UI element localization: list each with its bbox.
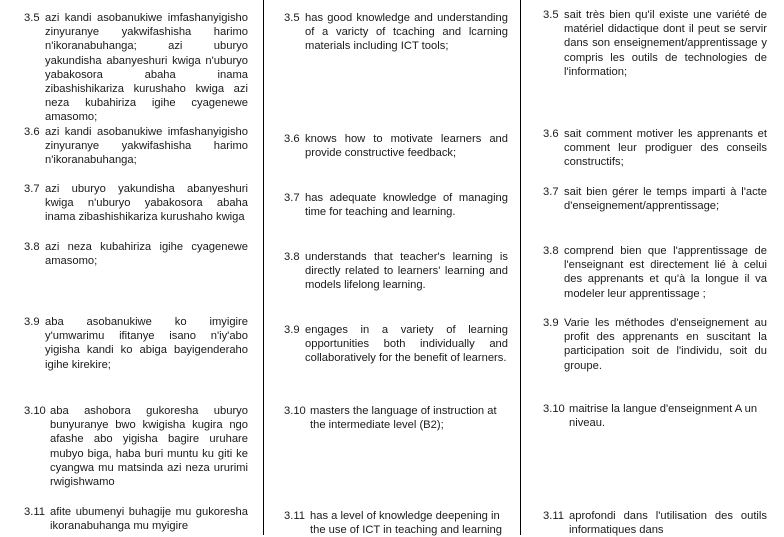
list-item (284, 323, 508, 366)
list-item (543, 509, 767, 537)
item-number: 3.11 (284, 510, 305, 522)
item-number: 3.6 (543, 128, 559, 140)
list-item (543, 8, 767, 79)
item-text: maitrise la langue d'enseignment A un niveau. (569, 403, 758, 430)
item-number: 3.6 (284, 133, 300, 145)
list-item (284, 509, 508, 537)
list-item (24, 240, 248, 268)
item-number: 3.9 (543, 317, 559, 329)
column-divider-1 (263, 0, 264, 535)
item-text: has adequate knowledge of managing time for teaching and learning. (305, 192, 508, 219)
list-item (543, 316, 767, 373)
item-number: 3.7 (543, 186, 559, 198)
list-item (543, 402, 767, 430)
item-text: azi kandi asobanukiwe imfashanyigisho zinyuranye yakwifashisha harimo n'ikoranabuhanga; (45, 126, 248, 167)
list-item (284, 191, 508, 219)
item-text: knows how to motivate learners and provide constructive feedback; (305, 133, 508, 160)
list-item (284, 404, 508, 432)
item-text: masters the language of instruction at the intermediate level (B2); (310, 405, 497, 432)
item-number: 3.10 (543, 403, 565, 415)
list-item (24, 182, 248, 225)
list-item (24, 315, 248, 372)
list-item (24, 11, 248, 125)
item-text: has a level of knowledge deepening in the use of ICT in teaching and learning (310, 510, 502, 537)
item-text: sait comment motiver les apprenants et comment leur prodiguer des conseils constructifs; (564, 128, 767, 169)
list-item (543, 244, 767, 301)
item-text: sait bien gérer le temps imparti à l'acte d'enseignement/apprentissage; (564, 186, 767, 213)
item-number: 3.10 (284, 405, 306, 417)
item-number: 3.5 (24, 12, 40, 24)
list-item (543, 185, 767, 213)
item-number: 3.7 (24, 183, 40, 195)
item-number: 3.5 (284, 12, 300, 24)
item-number: 3.8 (543, 245, 559, 257)
item-number: 3.10 (24, 405, 46, 417)
item-number: 3.5 (543, 9, 559, 21)
item-text: sait très bien qu'il existe une variété de matériel didactique dont il peut se servir dans son enseignement/apprentissage y compris les outils de technologies de l'information; (564, 9, 767, 78)
item-number: 3.7 (284, 192, 300, 204)
item-text: has good knowledge and understanding of a varicty of tcaching and lcarning materials including ICT tools; (305, 12, 508, 53)
item-text: aba asobanukiwe ko imyigire y'umwarimu ifitanye isano n'iy'abo yigisha kandi ko abiga bayigenderaho igihe kirekire; (45, 316, 248, 371)
item-number: 3.11 (24, 506, 45, 518)
list-item (284, 11, 508, 54)
item-text: aba ashobora gukoresha uburyo bunyuranye bwo kwigisha kugira ngo afashe abo yigisha bagire uruhare mubyo biga, haba buri muntu ku giti ke cyangwa mu matsinda azi neza ururimi rwigishwamo (50, 405, 248, 489)
item-text: Varie les méthodes d'enseignement au profit des apprenants en suscitant la participation soit de l'individu, soit du groupe. (564, 317, 767, 372)
column-divider-2 (520, 0, 521, 535)
item-number: 3.8 (24, 241, 40, 253)
item-text: afite ubumenyi buhagije mu gukoresha ikoranabuhanga mu myigire (50, 506, 248, 533)
item-text: engages in a variety of learning opportunities both individually and collaboratively for the benefit of learners. (305, 324, 508, 365)
list-item (543, 127, 767, 170)
list-item (284, 132, 508, 160)
item-text: azi neza kubahiriza igihe cyagenewe amasomo; (45, 241, 248, 268)
list-item (284, 250, 508, 293)
item-text: azi uburyo yakundisha abanyeshuri kwiga n'uburyo yabakosora abaha inama zibashishikariza kurushaho kwiga (45, 183, 248, 224)
list-item (24, 505, 248, 533)
item-number: 3.11 (543, 510, 564, 522)
item-text: understands that teacher's learning is directly related to learners' learning and models lifelong learning. (305, 251, 508, 292)
item-number: 3.9 (24, 316, 40, 328)
item-text: aprofondi dans l'utilisation des outils informatiques dans (569, 510, 767, 537)
item-number: 3.8 (284, 251, 300, 263)
item-text: azi kandi asobanukiwe imfashanyigisho zinyuranye yakwifashisha harimo n'ikoranabuhanga; azi uburyo yakundisha abanyeshuri kwiga n'uburyo yabakosora abaha inama zibashishikariza kurushaho kwiga azi neza kubahiriza igihe cyagenewe amasomo; (45, 12, 248, 124)
list-item (24, 125, 248, 168)
item-number: 3.9 (284, 324, 300, 336)
item-number: 3.6 (24, 126, 40, 138)
item-text: comprend bien que l'apprentissage de l'enseignant est directement lié à celui des apprenants et qu'à la longue il va modeler leur apprentissage ; (564, 245, 767, 300)
list-item (24, 404, 248, 489)
